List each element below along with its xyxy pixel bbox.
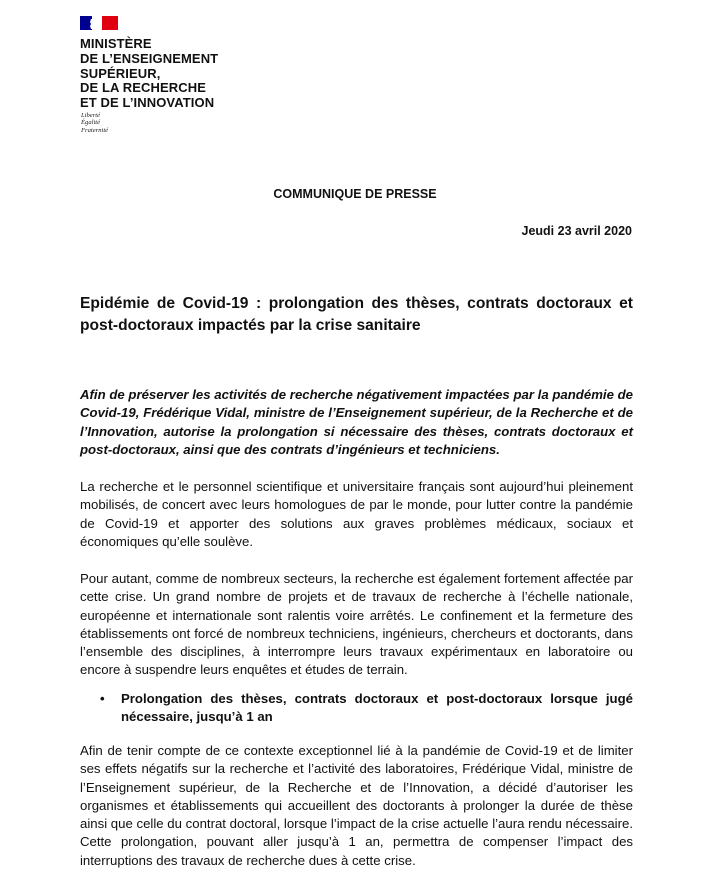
document-title: Epidémie de Covid-19 : prolongation des thèses, contrats doctoraux et post-doctoraux impactés par la crise sanitaire [80, 295, 633, 334]
ministry-line: DE LA RECHERCHE [80, 80, 206, 96]
marianne-profile-icon [89, 18, 99, 29]
ministry-name [80, 37, 260, 111]
french-flag-icon [80, 16, 118, 30]
motto-line: Égalité [81, 119, 101, 127]
paragraph-2: Pour autant, comme de nombreux secteurs, la recherche est également fortement affectée par cette crise. Un grand nombre de projets et de travaux de recherche à l’échelle nationale, européenne et internationale sont ralentis voire arrêtés. Le confinement et la fermeture des établissements ont forcé de nombreux techniciens, ingénieurs, chercheurs et doctorants, dans l’ensemble des disciplines, à interrompre leurs travaux expérimentaux en laboratoire ou encore à suspendre leurs enquêtes et études de terrain. [80, 571, 633, 678]
intro-paragraph: Afin de préserver les activités de recherche négativement impactées par la pandémie de Covid-19, Frédérique Vidal, ministre de l’Enseignement supérieur, de la Recherche et de l’Innovation, autorise la prolongation si nécessaire des thèses, contrats doctoraux et post-doctoraux, ainsi que des contrats d’ingénieurs et techniciens. [80, 387, 633, 457]
press-release-label: COMMUNIQUE DE PRESSE [273, 187, 437, 201]
motto-line: Fraternité [81, 126, 109, 134]
republic-motto [81, 112, 108, 134]
ministry-line: DE L’ENSEIGNEMENT [80, 50, 219, 66]
ministry-line: MINISTÈRE [80, 36, 152, 51]
ministry-line: SUPÉRIEUR, [80, 65, 161, 81]
paragraph-1: La recherche et le personnel scientifique et universitaire français sont aujourd’hui pleinement mobilisés, de concert avec leurs homologues de par le monde, pour lutter contre la pandémie de Covid-19 et apporter des solutions aux graves problèmes médicaux, sociaux et économiques qu’elle soulève. [80, 479, 633, 549]
ministry-line: ET DE L’INNOVATION [80, 95, 215, 111]
bullet-icon: • [100, 691, 105, 706]
release-date: Jeudi 23 avril 2020 [521, 224, 632, 238]
paragraph-3: Afin de tenir compte de ce contexte exceptionnel lié à la pandémie de Covid-19 et de limiter ses effets négatifs sur la recherche et l’activité des laboratoires, Frédérique Vidal, ministre de l’Enseignement supérieur, de la Recherche et de l’Innovation, a décidé d’autoriser les organismes et établissements qui accueillent des doctorants à prolonger la durée de thèse ainsi que celle du contrat doctoral, lorsque l’impact de la crise actuelle l’aura rendu nécessaire. Cette prolongation, pouvant aller jusqu’à 1 an, permettra de compenser l’impact des interruptions des travaux de recherche dues à cette crise. [80, 743, 633, 868]
motto-line: Liberté [81, 112, 101, 119]
bullet-heading-text: Prolongation des thèses, contrats doctoraux et post-doctoraux lorsque jugé nécessaire, jusqu’à 1 an [121, 691, 633, 725]
